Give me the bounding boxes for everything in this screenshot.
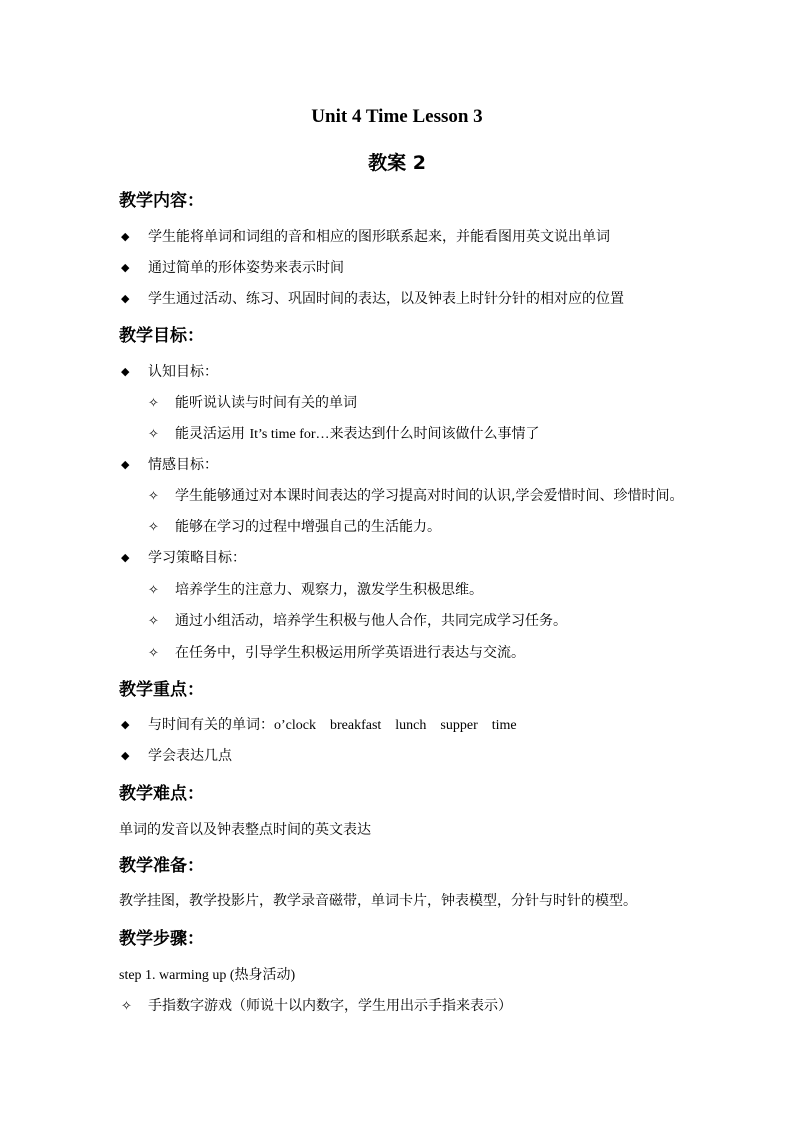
list-item xyxy=(121,364,218,380)
list-item-text: 在任务中，引导学生积极运用所学英语进行表达与交流。 xyxy=(175,645,525,661)
star-bullet-icon: ✧ xyxy=(148,583,159,598)
section-heading-preparation: 教学准备： xyxy=(119,856,204,876)
list-item-text: 学生通过活动、练习、巩固时间的表达，以及钟表上时针分针的相对应的位置 xyxy=(148,291,624,307)
vocab-word: breakfast xyxy=(329,718,382,733)
list-item xyxy=(121,998,512,1015)
star-bullet-icon: ✧ xyxy=(148,396,159,411)
section-heading-key-points: 教学重点： xyxy=(119,680,204,700)
list-item-text: 学会表达几点 xyxy=(148,748,232,764)
sub-list-item xyxy=(148,395,357,412)
section-heading-goals: 教学目标： xyxy=(119,326,204,346)
section-heading-content: 教学内容： xyxy=(119,191,204,211)
star-bullet-icon: ✧ xyxy=(148,489,159,504)
section-heading-steps: 教学步骤： xyxy=(119,929,204,949)
vocab-word: supper xyxy=(440,718,478,733)
list-item-text: 来表达到什么时间该做什么事情了 xyxy=(329,426,540,442)
list-item-text: 能灵活运用 xyxy=(175,426,250,442)
diamond-bullet-icon: ◆ xyxy=(121,458,130,471)
star-bullet-icon: ✧ xyxy=(148,427,159,442)
list-item-text: 培养学生的注意力、观察力，激发学生积极思维。 xyxy=(175,582,483,598)
diamond-bullet-icon: ◆ xyxy=(121,230,130,243)
sub-list-item xyxy=(148,582,483,599)
sub-list-item xyxy=(148,645,525,662)
list-item xyxy=(121,291,624,307)
page-title: Unit 4 Time Lesson 3 xyxy=(311,106,483,127)
list-item xyxy=(121,748,232,764)
step-title xyxy=(119,967,295,984)
star-bullet-icon: ✧ xyxy=(121,999,132,1014)
sub-list-item xyxy=(148,519,441,536)
diamond-bullet-icon: ◆ xyxy=(121,551,130,564)
list-item-text: 学习策略目标： xyxy=(148,550,246,566)
diamond-bullet-icon: ◆ xyxy=(121,365,130,378)
list-item-text: 能够在学习的过程中增强自己的生活能力。 xyxy=(175,519,441,535)
list-item xyxy=(121,550,246,566)
section-heading-difficulties: 教学难点： xyxy=(119,784,204,804)
diamond-bullet-icon: ◆ xyxy=(121,261,130,274)
star-bullet-icon: ✧ xyxy=(148,614,159,629)
sub-list-item xyxy=(148,426,540,443)
list-item-text: 手指数字游戏（师说十以内数字，学生用出示手指来表示） xyxy=(148,998,512,1014)
list-item-text: 学生能够通过对本课时间表达的学习提高对时间的认识,学会爱惜时间、珍惜时间。 xyxy=(175,488,684,504)
step-title-cn: 热身活动 xyxy=(234,967,291,983)
vocab-word: o’clock xyxy=(274,718,316,733)
list-item-text: 通过小组活动，培养学生积极与他人合作，共同完成学习任务。 xyxy=(175,613,567,629)
star-bullet-icon: ✧ xyxy=(148,646,159,661)
list-item-text: 认知目标： xyxy=(148,364,218,380)
list-item xyxy=(121,229,610,245)
vocab-word: time xyxy=(491,718,517,733)
list-item-text: 与时间有关的单词： xyxy=(148,717,274,733)
list-item-text: 学生能将单词和词组的音和相应的图形联系起来，并能看图用英文说出单词 xyxy=(148,229,610,245)
step-title-en: step 1. warming up ( xyxy=(119,968,235,983)
paragraph-preparation: 教学挂图，教学投影片，教学录音磁带，单词卡片，钟表模型，分针与时针的模型。 xyxy=(119,893,637,909)
page-subtitle: 教案 2 xyxy=(368,152,426,174)
list-item-text: 能听说认读与时间有关的单词 xyxy=(175,395,357,411)
list-item-text: 通过简单的形体姿势来表示时间 xyxy=(148,260,344,276)
sub-list-item xyxy=(148,488,683,505)
star-bullet-icon: ✧ xyxy=(148,520,159,535)
diamond-bullet-icon: ◆ xyxy=(121,718,130,731)
list-item xyxy=(121,457,218,473)
vocab-word: lunch xyxy=(395,718,427,733)
paragraph-difficulties: 单词的发音以及钟表整点时间的英文表达 xyxy=(119,822,371,838)
list-item-text-en: It’s time for… xyxy=(249,427,330,442)
list-item xyxy=(121,260,344,276)
list-item-text: 情感目标： xyxy=(148,457,218,473)
sub-list-item xyxy=(148,613,567,630)
diamond-bullet-icon: ◆ xyxy=(121,292,130,305)
diamond-bullet-icon: ◆ xyxy=(121,749,130,762)
step-title-end: ) xyxy=(290,968,296,983)
list-item xyxy=(121,717,517,734)
